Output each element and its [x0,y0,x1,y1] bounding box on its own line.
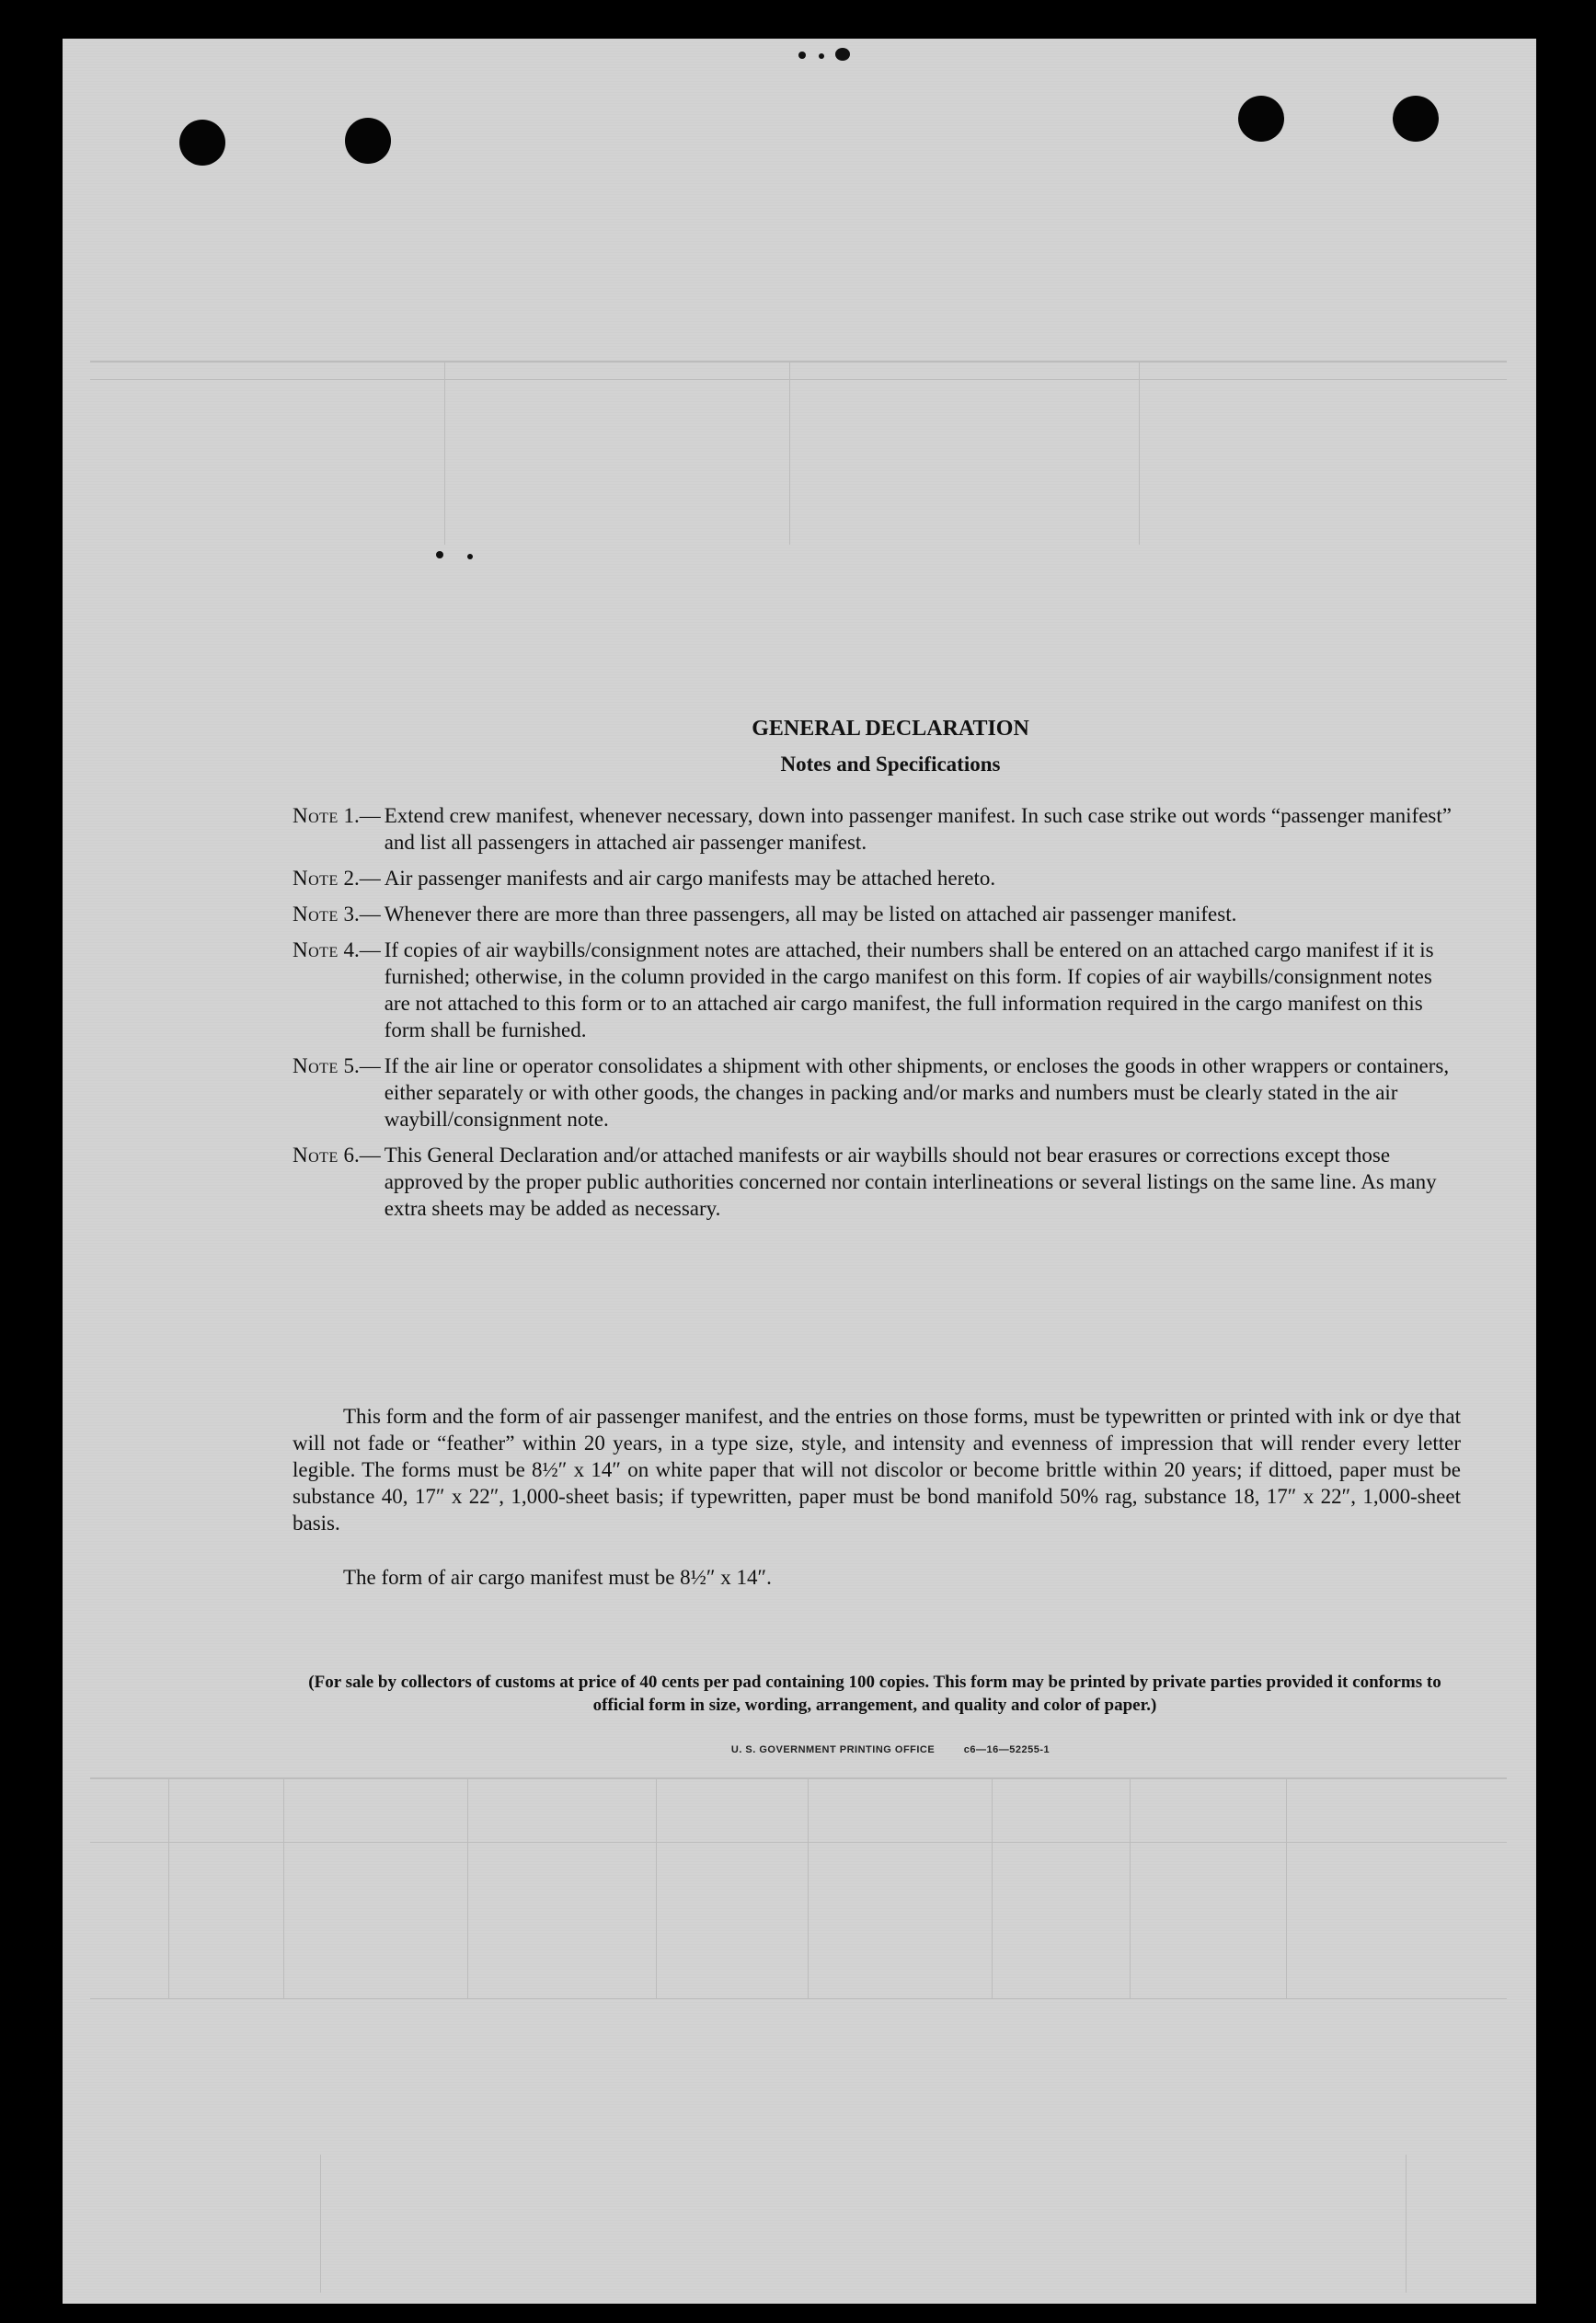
note-number: 3.— [343,903,381,926]
note-number: 6.— [343,1144,381,1167]
printer-name: U. S. GOVERNMENT PRINTING OFFICE [730,1744,936,1755]
note-label: Note [293,938,339,961]
note-label: Note [293,867,339,890]
notes-list [293,802,1461,1231]
page-title: GENERAL DECLARATION [752,717,1029,741]
ink-speck [819,53,824,59]
note-item [293,1142,1461,1222]
note-number: 2.— [343,867,381,890]
ink-speck [436,551,443,558]
cargo-manifest-size-note: The form of air cargo manifest must be 8½″ x 14″. [343,1566,772,1589]
note-text: Whenever there are more than three passengers, all may be listed on attached air passenger manifest. [384,903,1237,926]
note-number: 5.— [343,1054,381,1077]
note-item [293,937,1461,1043]
punch-hole [1393,96,1439,142]
note-item [293,865,1461,891]
note-text: Air passenger manifests and air cargo manifests may be attached hereto. [384,867,996,890]
note-text: If the air line or operator consolidates a shipment with other shipments, or encloses the goods in other wrappers or containers, either separately or with other goods, the changes in packing and/or marks and numbers must be clearly stated in the air waybill/consignment note. [384,1054,1450,1131]
punch-hole [179,120,225,166]
note-number: 4.— [343,938,381,961]
punch-hole [345,118,391,164]
note-item [293,1052,1461,1133]
printer-imprint [614,1744,1166,1755]
note-label: Note [293,903,339,926]
note-item [293,901,1461,927]
note-number: 1.— [343,804,381,827]
note-text: This General Declaration and/or attached manifests or air waybills should not bear erasures or corrections except those approved by the proper public authorities concerned nor contain interlineations or several listings on the same line. As many extra sheets may be added as necessary. [384,1144,1437,1220]
ink-speck [835,48,850,61]
note-text: Extend crew manifest, whenever necessary, down into passenger manifest. In such case strike out words “passenger manifest” and list all passengers in attached air passenger manifest. [384,804,1452,854]
note-item [293,802,1461,856]
ink-speck [798,52,806,59]
printer-code: c6—16—52255-1 [963,1744,1051,1755]
form-specification-paragraph: This form and the form of air passenger manifest, and the entries on those forms, must be typewritten or printed with ink or dye that will not fade or “feather” within 20 years, in a type size, style, and intensity and evenness of impression that will render every letter legible. The forms must be 8½″ x 14″ on white paper that will not discolor or become brittle within 20 years; if dittoed, paper must be substance 40, 17″ x 22″, 1,000-sheet basis; if typewritten, paper must be bond manifold 50% rag, substance 18, 17″ x 22″, 1,000-sheet basis. [293,1405,1461,1535]
punch-hole [1238,96,1284,142]
page-subtitle: Notes and Specifications [780,753,1001,776]
document-page [63,39,1536,2304]
sale-notice: (For sale by collectors of customs at price of 40 cents per pad containing 100 copies. This form may be printed by private parties provided it conforms to official form in size, wording, arrangement, and quality and color of paper.) [308,1673,1441,1715]
note-label: Note [293,804,339,827]
ink-speck [467,554,473,559]
note-label: Note [293,1144,339,1167]
note-text: If copies of air waybills/consignment notes are attached, their numbers shall be entered on an attached cargo manifest if it is furnished; otherwise, in the column provided in the cargo manifest on this form. If copies of air waybills/consignment notes are not attached to this form or to an attached air cargo manifest, the full information required in the cargo manifest on this form shall be furnished. [384,938,1434,1041]
note-label: Note [293,1054,339,1077]
